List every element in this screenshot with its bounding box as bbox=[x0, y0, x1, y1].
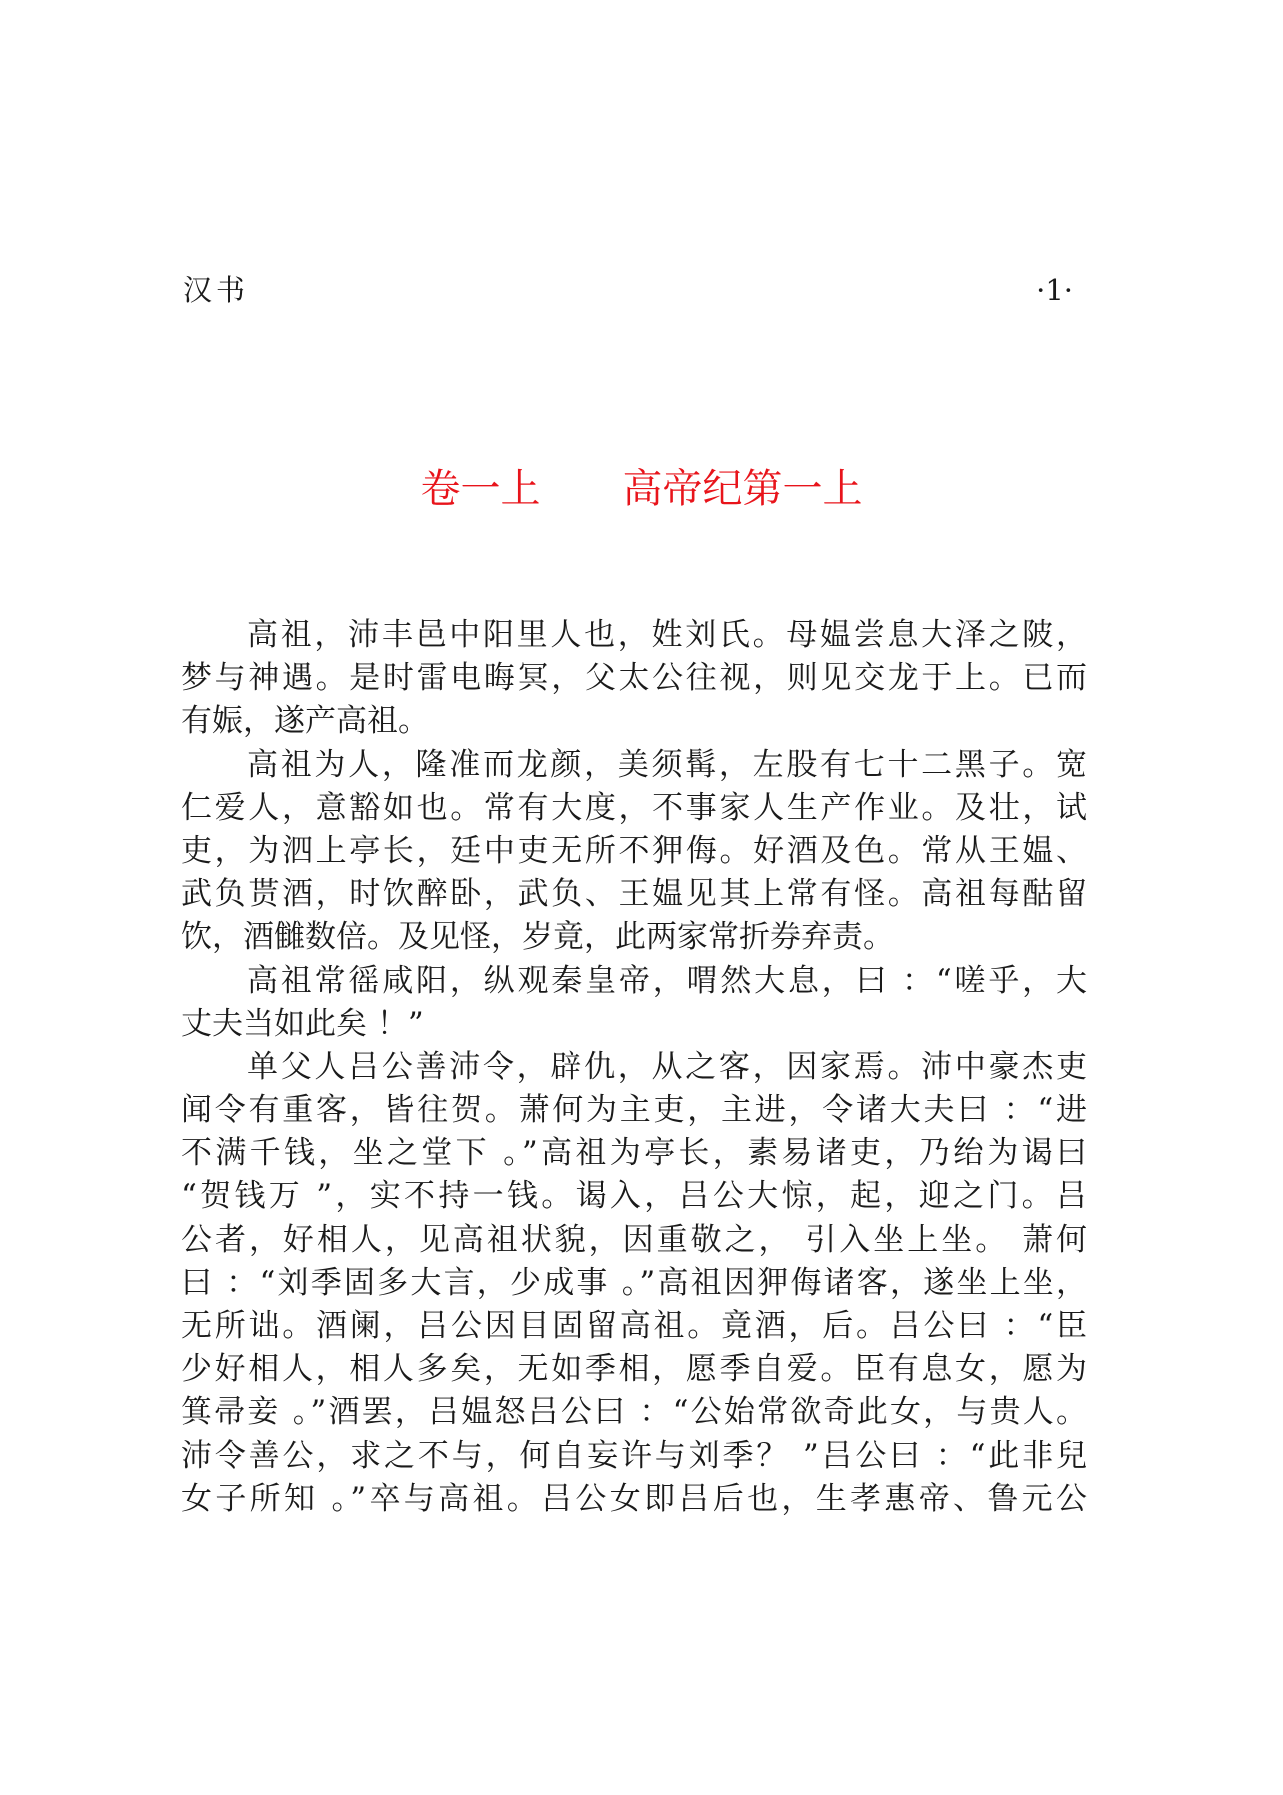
text-line: 吏，为泗上亭长，廷中吏无所不狎侮。好酒及色。常从王媪、 bbox=[181, 832, 1087, 869]
text-line: 高祖，沛丰邑中阳里人也，姓刘氏。母媪尝息大泽之陂， bbox=[247, 617, 1087, 653]
text-line: “贺钱万 ”，实不持一钱。谒入，吕公大惊，起，迎之门。吕 bbox=[181, 1178, 1087, 1215]
text-line: 丈夫当如此矣 ！” bbox=[181, 1005, 424, 1042]
text-line: 公者，好相人，见高祖状貌，因重敬之， 引入坐上坐。 萧何 bbox=[181, 1221, 1087, 1258]
text-line: 有娠，遂产高祖。 bbox=[181, 703, 429, 740]
running-head-book-title: 汉书 bbox=[183, 273, 250, 307]
text-line: 少好相人，相人多矣，无如季相，愿季自爱。臣有息女，愿为 bbox=[181, 1351, 1087, 1388]
text-line: 女子所知 。”卒与高祖。吕公女即吕后也，生孝惠帝、鲁元公 bbox=[181, 1480, 1087, 1517]
text-line: 仁爱人，意豁如也。常有大度，不事家人生产作业。及壮，试 bbox=[181, 789, 1087, 826]
text-line: 箕帚妾 。”酒罢，吕媪怒吕公曰 ：“公始常欲奇此女，与贵人。 bbox=[181, 1394, 1087, 1431]
text-line: 梦与神遇。是时雷电晦冥，父太公往视，则见交龙于上。已而 bbox=[181, 660, 1087, 697]
chapter-volume: 卷一上 bbox=[420, 466, 541, 512]
text-line: 曰 ：“刘季固多大言，少成事 。”高祖因狎侮诸客，遂坐上坐， bbox=[181, 1264, 1087, 1301]
text-line: 饮，酒雠数倍。及见怪，岁竟，此两家常折券弃责。 bbox=[181, 919, 894, 956]
text-line: 闻令有重客，皆往贺。萧何为主吏，主进，令诸大夫曰 ：“进 bbox=[181, 1092, 1087, 1129]
text-line: 高祖为人，隆准而龙颜，美须髯，左股有七十二黑子。宽 bbox=[247, 746, 1087, 783]
chapter-heading bbox=[0, 465, 1283, 513]
page-number: ·1· bbox=[1036, 273, 1073, 307]
text-line: 沛令善公，求之不与，何自妄许与刘季？ ”吕公曰 ：“此非兒 bbox=[181, 1437, 1087, 1474]
text-line: 武负贳酒，时饮醉卧，武负、王媪见其上常有怪。高祖每酤留 bbox=[181, 876, 1087, 913]
chapter-title: 高帝纪第一上 bbox=[622, 466, 863, 512]
text-line: 单父人吕公善沛令，辟仇，从之客，因家焉。沛中豪杰吏 bbox=[247, 1048, 1087, 1085]
body-text bbox=[181, 614, 1087, 1521]
text-line: 高祖常徭咸阳，纵观秦皇帝，喟然大息，曰 ：“嗟乎，大 bbox=[247, 962, 1087, 999]
text-line: 无所诎。酒阑，吕公因目固留高祖。竟酒，后。吕公曰 ：“臣 bbox=[181, 1308, 1087, 1344]
text-line: 不满千钱，坐之堂下 。”高祖为亭长，素易诸吏，乃绐为谒曰 bbox=[181, 1135, 1087, 1172]
